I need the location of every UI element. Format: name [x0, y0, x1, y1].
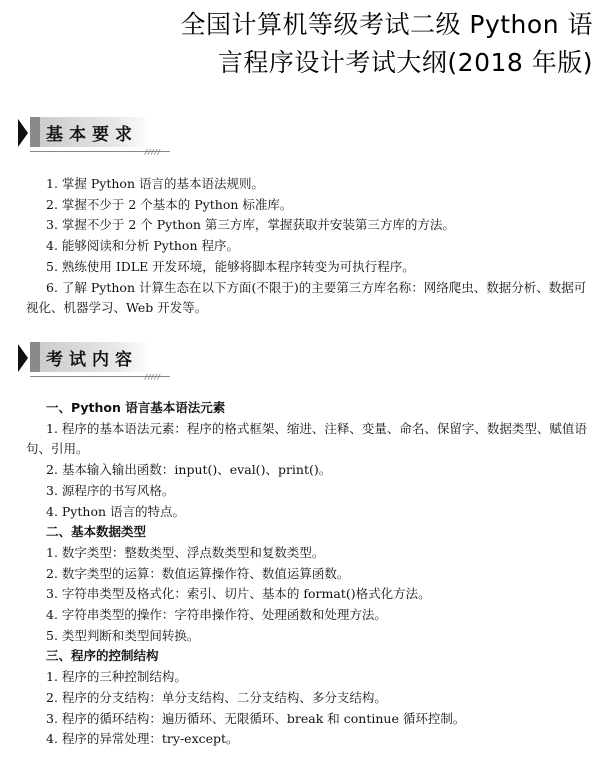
list-item: 2. 数字类型的运算：数值运算操作符、数值运算函数。 [46, 565, 350, 581]
list-item: 4. 能够阅读和分析 Python 程序。 [46, 238, 239, 254]
list-item: 3. 字符串类型及格式化：索引、切片、基本的 format()格式化方法。 [46, 586, 431, 602]
chevron-marker-icon [18, 344, 28, 372]
list-item: 4. 程序的异常处理：try-except。 [46, 731, 239, 747]
heading-band-accent [30, 117, 40, 147]
title-line-2: 言程序设计考试大纲(2018 年版) [217, 48, 593, 77]
list-item: 4. Python 语言的特点。 [46, 503, 185, 519]
hatch-decoration-icon: ///// [144, 373, 161, 381]
list-item: 2. 基本输入输出函数：input()、eval()、print()。 [46, 462, 332, 478]
basic-requirements-list [26, 174, 592, 319]
list-item: 6. 了解 Python 计算生态在以下方面(不限于)的主要第三方库名称：网络爬虫、数据分析、数据可视化、机器学习、Web 开发等。 [26, 279, 587, 316]
exam-content-list [26, 398, 592, 750]
list-item: 5. 熟练使用 IDLE 开发环境，能够将脚本程序转变为可执行程序。 [46, 258, 415, 274]
hatch-decoration-icon: ///// [144, 148, 161, 156]
document-title [33, 8, 593, 88]
section-heading-basic-requirements [18, 113, 218, 156]
list-item: 3. 掌握不少于 2 个 Python 第三方库，掌握获取并安装第三方库的方法。 [46, 217, 455, 233]
list-item: 2. 程序的分支结构：单分支结构、二分支结构、多分支结构。 [46, 689, 387, 705]
chevron-marker-icon [18, 119, 28, 147]
list-item: 1. 数字类型：整数类型、浮点数类型和复数类型。 [46, 544, 325, 560]
list-item: 4. 字符串类型的操作：字符串操作符、处理函数和处理方法。 [46, 607, 387, 623]
list-item: 2. 掌握不少于 2 个基本的 Python 标准库。 [46, 196, 293, 212]
section-heading-label: 基本要求 [46, 125, 138, 145]
heading-band-accent [30, 342, 40, 372]
list-item: 3. 源程序的书写风格。 [46, 482, 175, 498]
subsection-title: 三、程序的控制结构 [46, 648, 159, 664]
section-heading-exam-content [18, 338, 218, 381]
subsection-title: 二、基本数据类型 [46, 524, 147, 540]
list-item: 5. 类型判断和类型间转换。 [46, 627, 200, 643]
list-item: 1. 程序的基本语法元素：程序的格式框架、缩进、注释、变量、命名、保留字、数据类型、赋值语句、引用。 [26, 420, 587, 457]
list-item: 1. 程序的三种控制结构。 [46, 669, 187, 685]
list-item: 1. 掌握 Python 语言的基本语法规则。 [46, 176, 264, 191]
subsection-title: 一、Python 语言基本语法元素 [46, 400, 226, 415]
section-heading-label: 考试内容 [46, 350, 138, 370]
title-line-1: 全国计算机等级考试二级 Python 语 [180, 10, 593, 39]
list-item: 3. 程序的循环结构：遍历循环、无限循环、break 和 continue 循环控制。 [46, 710, 466, 726]
